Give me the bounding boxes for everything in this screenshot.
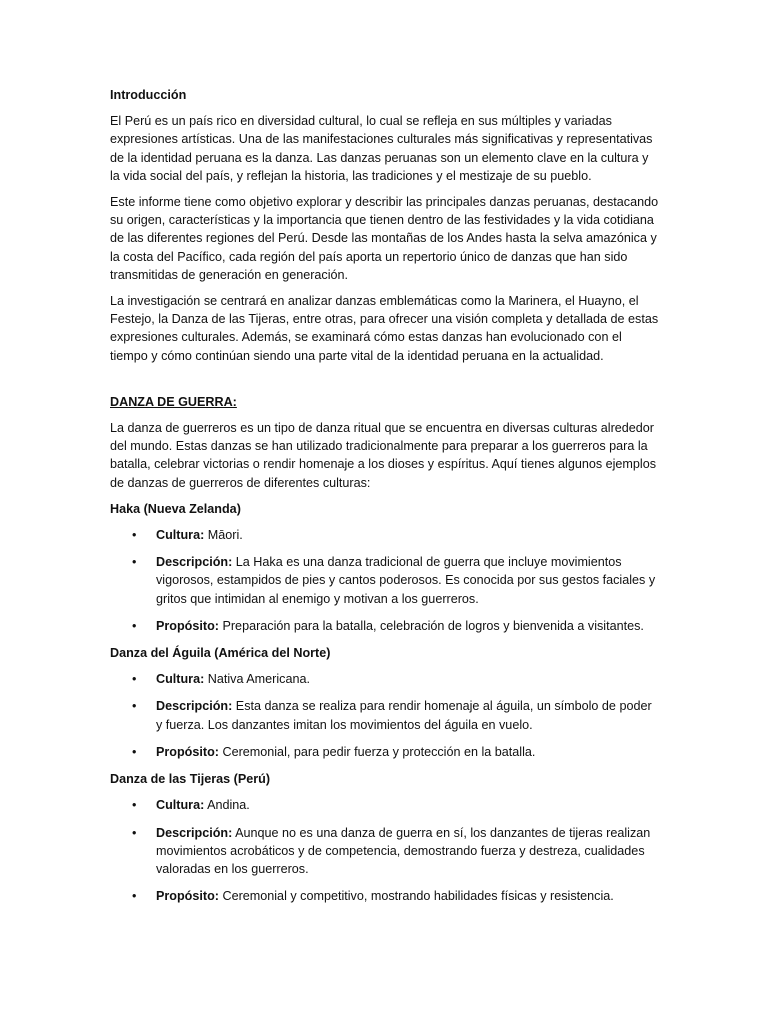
intro-paragraph-1: El Perú es un país rico en diversidad cultural, lo cual se refleja en sus múltiples y variadas expresiones artísticas. Una de las manifestaciones culturales más significativas y representativas de la identidad peruana es la danza. Las danzas peruanas son un elemento clave en la cultura y la vida social del país, y reflejan la historia, las tradiciones y el mestizaje de su pueblo.: [110, 114, 653, 183]
dance-title-haka: Haka (Nueva Zelanda): [110, 501, 241, 516]
dance-list-scissors: [110, 796, 660, 905]
bullet-icon: •: [132, 825, 137, 840]
item-term: Propósito:: [156, 889, 219, 904]
document-page: [110, 86, 660, 914]
item-text: Andina.: [204, 798, 250, 813]
intro-heading: Introducción: [110, 88, 187, 102]
bullet-icon: •: [132, 555, 137, 570]
item-term: Propósito:: [156, 618, 219, 633]
item-term: Propósito:: [156, 744, 219, 759]
bullet-icon: •: [132, 672, 137, 687]
list-item: [110, 743, 660, 761]
list-item: [110, 796, 660, 814]
intro-paragraph-3: La investigación se centrará en analizar danzas emblemáticas como la Marinera, el Huayno, el Festejo, la Danza de las Tijeras, entre otras, para ofrecer una visión completa y detallada de estas expresiones culturales. Además, se examinará cómo estas danzas han evolucionado con el tiempo y cómo continúan siendo una parte vital de la identidad peruana en la actualidad.: [110, 294, 659, 363]
item-text: Aunque no es una danza de guerra en sí, los danzantes de tijeras realizan movimientos acrobáticos y de competencia, demostrando fuerza y destreza, cualidades valoradas en los guerreros.: [156, 825, 651, 876]
bullet-icon: •: [132, 528, 137, 543]
list-item: [110, 553, 660, 608]
item-text: Esta danza se realiza para rendir homenaje al águila, un símbolo de poder y fuerza. Los danzantes imitan los movimientos del águila en vuelo.: [156, 699, 652, 732]
bullet-icon: •: [132, 699, 137, 714]
list-item: [110, 526, 660, 544]
bullet-icon: •: [132, 798, 137, 813]
bullet-icon: •: [132, 618, 137, 633]
item-text: Nativa Americana.: [204, 672, 310, 687]
item-text: Preparación para la batalla, celebración de logros y bienvenida a visitantes.: [218, 618, 644, 633]
list-item: [110, 697, 660, 733]
item-term: Descripción:: [156, 555, 233, 570]
item-term: Cultura:: [156, 528, 205, 543]
list-item: [110, 670, 660, 688]
item-term: Descripción:: [156, 825, 233, 840]
section-spacer: [110, 373, 660, 393]
list-item: [110, 824, 660, 879]
bullet-icon: •: [132, 889, 137, 904]
item-term: Cultura:: [156, 798, 205, 813]
item-term: Cultura:: [156, 672, 205, 687]
list-item: [110, 617, 660, 635]
dance-title-eagle: Danza del Águila (América del Norte): [110, 646, 331, 661]
dance-list-eagle: [110, 670, 660, 761]
list-item: [110, 887, 660, 905]
item-text: Māori.: [204, 528, 243, 543]
war-dance-paragraph: La danza de guerreros es un tipo de danza ritual que se encuentra en diversas culturas alrededor del mundo. Estas danzas se han utilizado tradicionalmente para preparar a los guerreros para la batalla, celebrar victorias o rendir homenaje a los dioses y espíritus. Aquí tienes algunos ejemplos de danzas de guerreros de diferentes culturas:: [110, 421, 657, 490]
item-text: Ceremonial, para pedir fuerza y protección en la batalla.: [218, 744, 536, 759]
dance-title-scissors: Danza de las Tijeras (Perú): [110, 772, 271, 787]
item-text: Ceremonial y competitivo, mostrando habilidades físicas y resistencia.: [218, 889, 614, 904]
war-dance-heading: DANZA DE GUERRA:: [110, 394, 237, 409]
item-term: Descripción:: [156, 699, 233, 714]
bullet-icon: •: [132, 744, 137, 759]
dance-list-haka: [110, 526, 660, 635]
item-text: La Haka es una danza tradicional de guerra que incluye movimientos vigorosos, estampidos de pies y cantos poderosos. Es conocida por sus gestos faciales y gritos que intimidan al enemigo y motivan a los guerreros.: [156, 555, 656, 606]
intro-paragraph-2: Este informe tiene como objetivo explorar y describir las principales danzas peruanas, destacando su origen, características y la importancia que tienen dentro de las festividades y la vida cotidiana de las diferentes regiones del Perú. Desde las montañas de los Andes hasta la selva amazónica y la costa del Pacífico, cada región del país aporta un repertorio único de danzas que han sido transmitidas de generación en generación.: [110, 195, 659, 282]
